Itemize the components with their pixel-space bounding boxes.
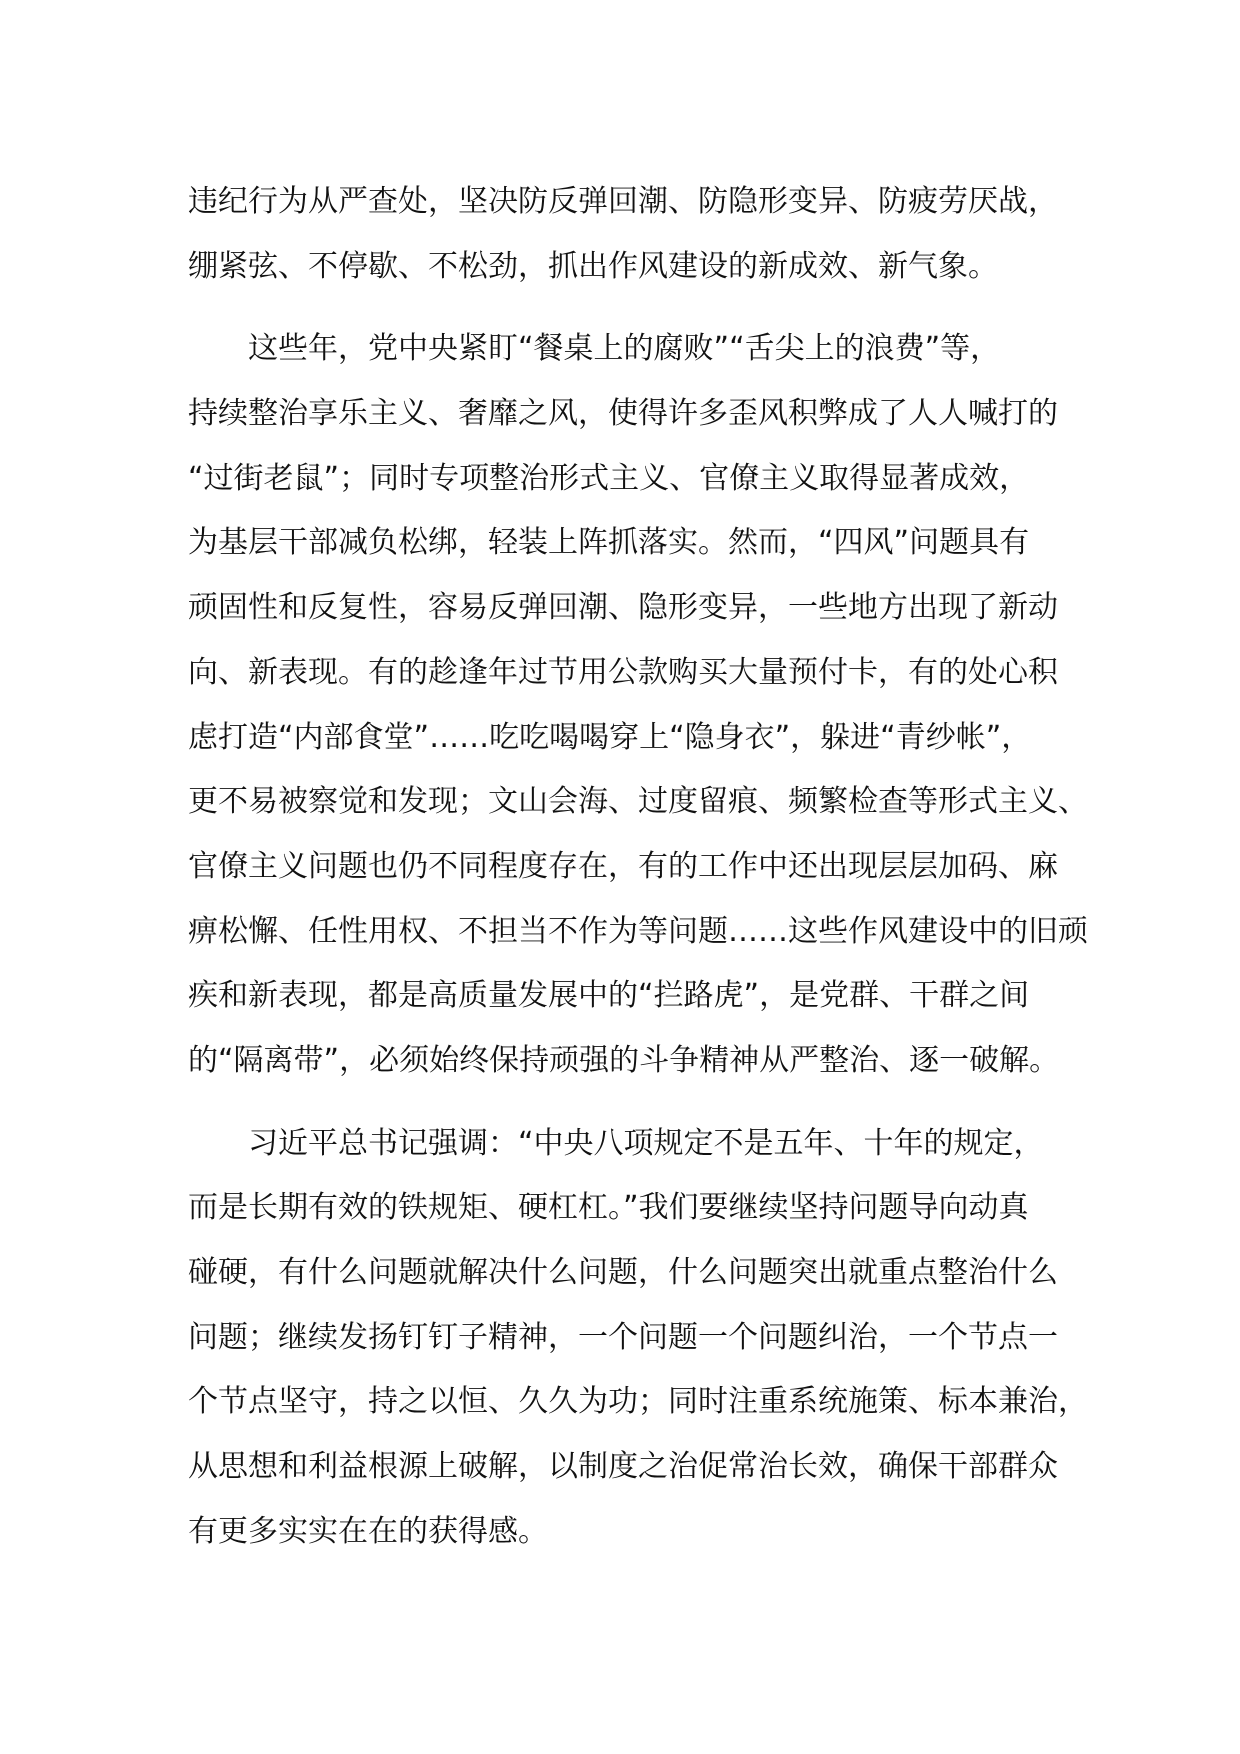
- text-line: 违纪行为从严查处，坚决防反弹回潮、防隐形变异、防疲劳厌战，: [188, 184, 1058, 219]
- text-line: 从思想和利益根源上破解，以制度之治促常治长效，确保干部群众: [188, 1449, 1058, 1485]
- text-line: 个节点坚守，持之以恒、久久为功；同时注重系统施策、标本兼治，: [188, 1384, 1088, 1420]
- text-line: “过街老鼠”；同时专项整治形式主义、官僚主义取得显著成效，: [188, 460, 1030, 496]
- text-line: 为基层干部减负松绑，轻装上阵抓落实。然而，“四风”问题具有: [188, 525, 1030, 561]
- paragraph: [188, 170, 1088, 299]
- text-line: 痹松懈、任性用权、不担当不作为等问题……这些作风建设中的旧顽: [188, 913, 1088, 949]
- text-line: 这些年，党中央紧盯“餐桌上的腐败”“舌尖上的浪费”等，: [248, 331, 1001, 367]
- text-line: 习近平总书记强调：“中央八项规定不是五年、十年的规定，: [248, 1125, 1044, 1161]
- paragraph-spacer: [188, 1094, 1088, 1112]
- text-line: 碰硬，有什么问题就解决什么问题，什么问题突出就重点整治什么: [188, 1255, 1058, 1290]
- text-line: 而是长期有效的铁规矩、硬杠杠。”我们要继续坚持问题导向动真: [188, 1190, 1029, 1226]
- paragraph: [188, 1112, 1088, 1565]
- text-line: 问题；继续发扬钉钉子精神，一个问题一个问题纠治，一个节点一: [188, 1319, 1058, 1355]
- body-text: [188, 170, 1088, 1564]
- text-line: 绷紧弦、不停歇、不松劲，抓出作风建设的新成效、新气象。: [188, 248, 998, 284]
- paragraph-spacer: [188, 299, 1088, 317]
- text-line: 更不易被察觉和发现；文山会海、过度留痕、频繁检查等形式主义、: [188, 784, 1088, 820]
- text-line: 持续整治享乐主义、奢靡之风，使得许多歪风积弊成了人人喊打的: [188, 396, 1058, 432]
- paragraph: [188, 317, 1088, 1093]
- text-line: 虑打造“内部食堂”……吃吃喝喝穿上“隐身衣”，躲进“青纱帐”，: [188, 719, 1032, 755]
- text-line: 疾和新表现，都是高质量发展中的“拦路虎”，是党群、干群之间: [188, 978, 1030, 1014]
- text-line: 顽固性和反复性，容易反弹回潮、隐形变异，一些地方出现了新动: [188, 590, 1058, 626]
- text-line: 官僚主义问题也仍不同程度存在，有的工作中还出现层层加码、麻: [188, 848, 1058, 884]
- text-line: 的“隔离带”，必须始终保持顽强的斗争精神从严整治、逐一破解。: [188, 1042, 1060, 1078]
- text-line: 向、新表现。有的趁逢年过节用公款购买大量预付卡，有的处心积: [188, 654, 1058, 690]
- text-line: 有更多实实在在的获得感。: [188, 1513, 548, 1549]
